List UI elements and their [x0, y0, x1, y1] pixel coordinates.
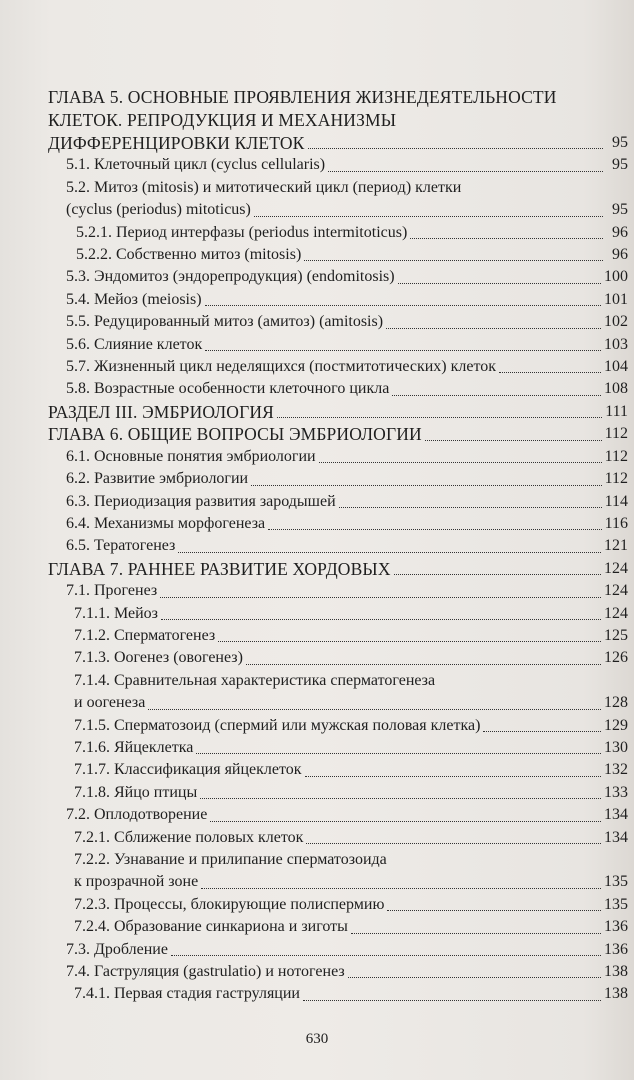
toc-entry-title: 6.3. Периодизация развития зародышей — [66, 492, 336, 510]
toc-entry-title: 7.3. Дробление — [66, 940, 168, 958]
toc-entry-page: 104 — [604, 358, 628, 376]
dot-leader — [339, 507, 602, 508]
toc-entry — [48, 446, 628, 468]
toc-entry-title: (cyclus (periodus) mitoticus) — [66, 201, 251, 219]
toc-entry-title: ДИФФЕРЕНЦИРОВКИ КЛЕТОК — [48, 133, 305, 153]
dot-leader — [305, 776, 601, 777]
toc-entry-page: 124 — [604, 582, 628, 600]
dot-leader — [251, 485, 601, 486]
toc-entry-title: 5.6. Слияние клеток — [66, 335, 203, 353]
toc-entry-title: 7.1.1. Мейоз — [74, 604, 158, 622]
toc-entry-title: ГЛАВА 7. РАННЕЕ РАЗВИТИЕ ХОРДОВЫХ — [48, 558, 391, 579]
toc-entry-page: 112 — [604, 470, 628, 488]
toc-entry-page: 124 — [604, 559, 628, 577]
toc-entry-title-line: 5.2. Митоз (mitosis) и митотический цикл (период) клетки — [66, 178, 462, 196]
toc-entry-title: 6.5. Тератогенез — [66, 537, 176, 555]
toc-entry — [48, 580, 628, 602]
toc-entry-title: 5.2.2. Собственно митоз (mitosis) — [76, 246, 302, 264]
dot-leader — [205, 350, 601, 351]
toc-entry — [48, 625, 628, 647]
toc-entry-title: РАЗДЕЛ III. ЭМБРИОЛОГИЯ — [48, 401, 274, 422]
toc-entry — [48, 983, 628, 1005]
toc-entry — [48, 916, 628, 938]
toc-entry-page: 124 — [604, 604, 628, 622]
toc-entry — [48, 378, 628, 400]
page-number: 630 — [305, 1031, 329, 1047]
toc-entry-title: 5.1. Клеточный цикл (cyclus cellularis) — [66, 156, 326, 174]
toc-entry-title: 5.3. Эндомитоз (эндорепродукция) (endomitosis) — [66, 268, 395, 286]
dot-leader — [304, 260, 603, 261]
dot-leader — [348, 977, 601, 978]
toc-entry-page: 96 — [612, 246, 628, 264]
toc-entry — [48, 132, 628, 154]
toc-entry-page: 130 — [604, 738, 628, 756]
toc-entry-title: 5.2.1. Период интерфазы (periodus intermitoticus) — [76, 223, 408, 241]
toc-entry-page: 114 — [604, 492, 628, 510]
toc-entry-title: 6.1. Основные понятия эмбриологии — [66, 447, 316, 465]
dot-leader — [328, 171, 603, 172]
toc-entry — [48, 222, 628, 244]
dot-leader — [196, 753, 601, 754]
toc-entry-title: 7.1.3. Оогенез (овогенез) — [74, 649, 243, 667]
toc-entry-page: 112 — [604, 447, 628, 465]
toc-entry — [48, 961, 628, 983]
toc-entry-page: 129 — [604, 716, 628, 734]
toc-entry-page: 108 — [604, 380, 628, 398]
dot-leader — [410, 238, 603, 239]
toc-entry-title-line: 7.2.2. Узнавание и прилипание сперматозоида — [74, 851, 387, 868]
toc-entry — [48, 871, 628, 893]
toc-entry-page: 101 — [604, 290, 628, 308]
dot-leader — [386, 328, 601, 329]
dot-leader — [178, 552, 601, 553]
toc-entry-title: 7.1.7. Классификация яйцеклеток — [74, 761, 302, 779]
toc-entry — [48, 939, 628, 961]
toc-entry — [48, 647, 628, 669]
toc-entry-page: 116 — [604, 514, 628, 532]
toc-entry-title: ГЛАВА 6. ОБЩИЕ ВОПРОСЫ ЭМБРИОЛОГИИ — [48, 424, 422, 445]
dot-leader — [394, 574, 601, 575]
toc-entry-title: 5.4. Мейоз (meiosis) — [66, 290, 202, 308]
toc-entry-page: 134 — [604, 806, 628, 824]
toc-entry — [48, 692, 628, 714]
dot-leader — [387, 910, 601, 911]
dot-leader — [200, 798, 601, 799]
toc-entry-title: 7.4. Гаструляция (gastrulatio) и нотогенез — [66, 963, 345, 981]
dot-leader — [398, 283, 601, 284]
toc-entry — [48, 535, 628, 557]
toc-entry-title: 7.1.2. Сперматогенез — [74, 626, 216, 644]
table-of-contents — [48, 86, 628, 1006]
chapter-heading — [48, 86, 628, 132]
toc-entry — [48, 491, 628, 513]
toc-entry-page: 126 — [604, 649, 628, 667]
dot-leader — [171, 955, 601, 956]
dot-leader — [201, 888, 601, 889]
toc-entry — [48, 423, 628, 445]
toc-entry — [48, 513, 628, 535]
toc-entry-page: 132 — [604, 761, 628, 779]
toc-entry-title: 7.1. Прогенез — [66, 582, 158, 600]
toc-entry-title: к прозрачной зоне — [74, 873, 199, 891]
dot-leader — [246, 664, 601, 665]
toc-entry-page: 138 — [604, 985, 628, 1003]
toc-entry-title: 7.1.5. Сперматозоид (спермий или мужская половая клетка) — [74, 716, 481, 734]
dot-leader — [351, 933, 601, 934]
toc-entry-title: 7.2.4. Образование синкариона и зиготы — [74, 918, 348, 936]
dot-leader — [161, 619, 601, 620]
toc-entry-title: 5.7. Жизненный цикл неделящихся (постмитотических) клеток — [66, 358, 497, 376]
toc-entry-title: 6.2. Развитие эмбриологии — [66, 470, 249, 488]
toc-entry — [48, 782, 628, 804]
toc-entry — [48, 558, 628, 580]
toc-entry-page: 125 — [604, 626, 628, 644]
toc-entry-title-line: 7.1.4. Сравнительная характеристика сперматогенеза — [74, 671, 436, 689]
dot-leader — [303, 1000, 601, 1001]
toc-entry-page: 95 — [612, 201, 628, 219]
dot-leader — [499, 372, 601, 373]
toc-entry-title: 7.4.1. Первая стадия гаструляции — [74, 985, 300, 1003]
toc-entry-title: 6.4. Механизмы морфогенеза — [66, 514, 266, 532]
toc-entry-title: 7.2.1. Сближение половых клеток — [74, 828, 304, 846]
toc-entry-page: 102 — [604, 313, 628, 331]
toc-entry-title: 7.2. Оплодотворение — [66, 806, 208, 824]
toc-entry — [48, 244, 628, 266]
dot-leader — [319, 462, 602, 463]
dot-leader — [308, 148, 604, 149]
toc-entry-page: 135 — [604, 895, 628, 913]
toc-entry — [48, 715, 628, 737]
dot-leader — [210, 821, 601, 822]
toc-entry-page: 138 — [604, 963, 628, 981]
toc-entry — [48, 154, 628, 176]
toc-entry — [48, 804, 628, 826]
toc-entry-title: 5.5. Редуцированный митоз (амитоз) (amitosis) — [66, 313, 384, 331]
toc-entry — [48, 266, 628, 288]
toc-entry — [48, 468, 628, 490]
dot-leader — [392, 395, 601, 396]
dot-leader — [160, 597, 601, 598]
toc-entry — [48, 311, 628, 333]
toc-entry-title: и оогенеза — [74, 694, 146, 712]
toc-entry-title: 7.2.3. Процессы, блокирующие полиспермию — [74, 895, 385, 913]
dot-leader — [483, 731, 601, 732]
toc-entry — [48, 356, 628, 378]
toc-entry — [48, 334, 628, 356]
dot-leader — [254, 216, 603, 217]
toc-entry-page: 112 — [604, 425, 628, 443]
toc-entry-page: 95 — [612, 156, 628, 174]
dot-leader — [148, 709, 601, 710]
toc-entry — [48, 737, 628, 759]
toc-entry-page: 133 — [604, 783, 628, 801]
toc-entry-page: 135 — [604, 873, 628, 891]
toc-entry — [48, 603, 628, 625]
toc-entry — [48, 401, 628, 423]
toc-entry-page: 111 — [605, 402, 628, 420]
chapter-heading-line: ГЛАВА 5. ОСНОВНЫЕ ПРОЯВЛЕНИЯ ЖИЗНЕДЕЯТЕЛЬНОСТИ — [48, 87, 557, 107]
toc-entry-page: 134 — [604, 828, 628, 846]
dot-leader — [268, 529, 601, 530]
toc-entry — [48, 759, 628, 781]
toc-entry-page: 121 — [604, 537, 628, 555]
toc-entry-page: 103 — [604, 335, 628, 353]
toc-entry-page: 96 — [612, 223, 628, 241]
toc-entry-page: 95 — [612, 134, 628, 151]
toc-entry-title: 7.1.6. Яйцеклетка — [74, 738, 194, 756]
chapter-heading-line: КЛЕТОК. РЕПРОДУКЦИЯ И МЕХАНИЗМЫ — [48, 110, 397, 130]
toc-entry — [48, 827, 628, 849]
toc-entry-page: 136 — [604, 918, 628, 936]
dot-leader — [306, 843, 601, 844]
dot-leader — [218, 641, 601, 642]
toc-entry-page: 100 — [604, 268, 628, 286]
dot-leader — [205, 305, 601, 306]
toc-entry — [48, 894, 628, 916]
toc-entry — [48, 199, 628, 221]
toc-entry-title: 7.1.8. Яйцо птицы — [74, 783, 198, 801]
dot-leader — [425, 440, 602, 441]
toc-entry — [48, 289, 628, 311]
toc-entry-page: 128 — [604, 694, 628, 712]
dot-leader — [277, 417, 602, 418]
toc-entry-title: 5.8. Возрастные особенности клеточного цикла — [66, 380, 390, 398]
toc-entry-page: 136 — [604, 940, 628, 958]
